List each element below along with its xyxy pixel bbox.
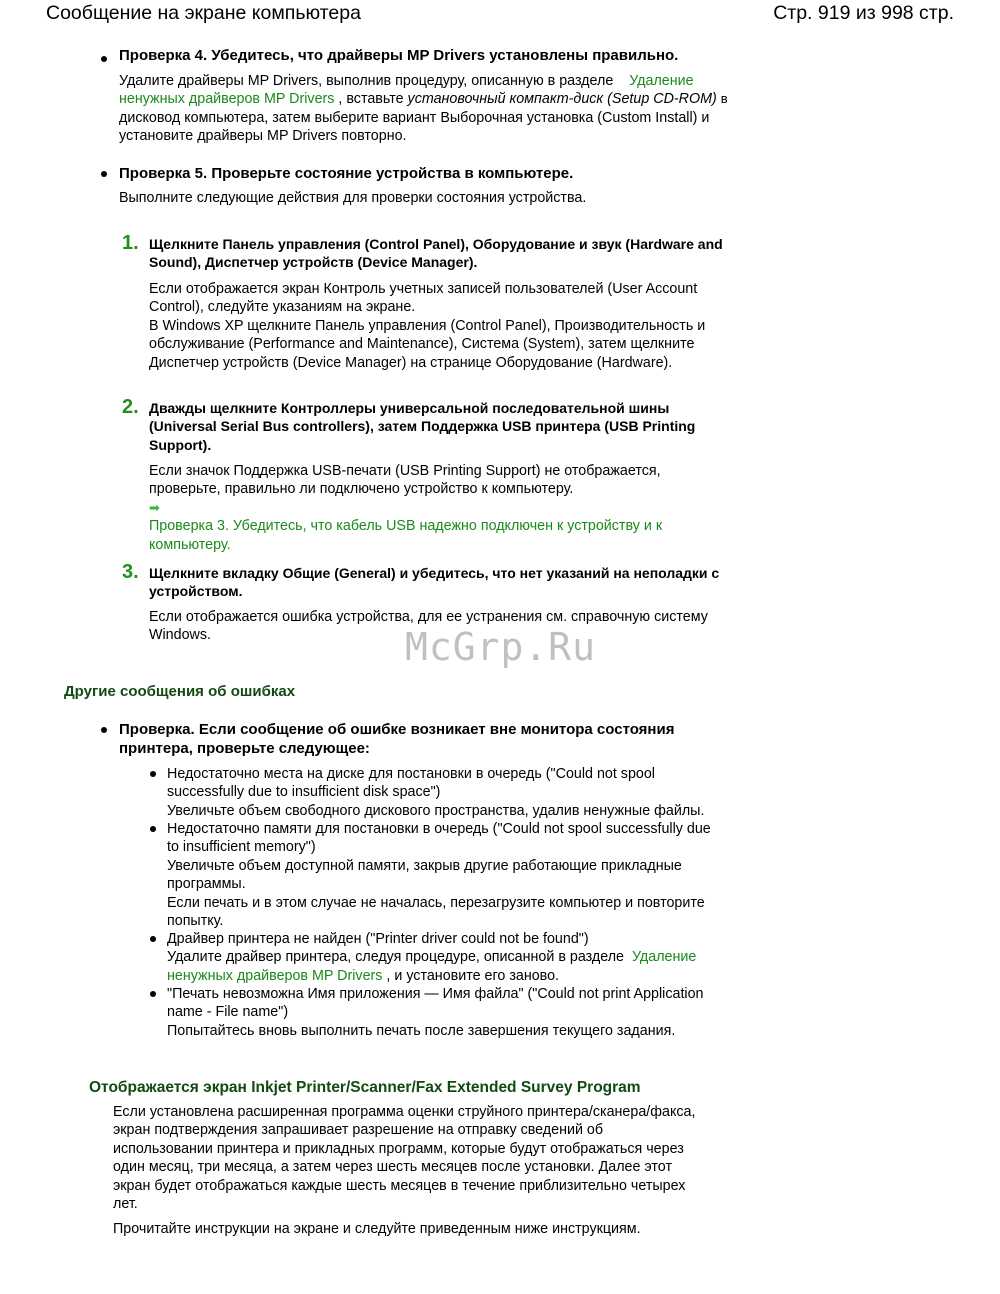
survey-text: Если установлена расширенная программа оценки струйного принтера/сканера/факса, экран подтверждения запрашивает разрешение на отправку сведений об использовании принтера и прикладных программ, которые будут отображаться через один месяц, три месяца, а затем через шесть месяцев после установки. Далее этот экран будет отображаться каждые шесть месяцев в течение приблизительно четырех лет. (113, 1104, 696, 1213)
bullet-icon (101, 727, 107, 733)
check3-link[interactable]: ➡ Проверка 3. Убедитесь, что кабель USB надежно подключен к устройству и к (149, 499, 663, 535)
error-item: "Печать невозможна Имя приложения — Имя файла" ("Could not print Application name - File name") Попытайтесь вновь выполнить печать после завершения текущего задания. (167, 986, 704, 1039)
step1-text: Если отображается экран Контроль учетных записей пользователей (User Account Control), следуйте указаниям на экране. В Windows XP щелкните Панель управления (Control Panel), Производительность и обслуживание (Performance and Maintenance), Система (System), затем щелкните Диспетчер устройств (Device Manager) на странице Оборудование (Hardware). (149, 281, 706, 371)
document-title: Сообщение на экране компьютера (46, 2, 361, 24)
error-item: Драйвер принтера не найден ("Printer driver could not be found") Удалите драйвер принтера, следуя процедуре, описанной в разделе Удаление ненужных драйверов MP Drivers , и установите его заново. (167, 931, 697, 984)
watermark: McGrp.Ru (405, 625, 597, 669)
other-check-title: Проверка. Если сообщение об ошибке возникает вне монитора состояния принтера, проверьте следующее: (119, 721, 675, 757)
check5-intro: Выполните следующие действия для проверки состояния устройства. (119, 190, 587, 206)
remove-drivers-link-cont[interactable]: ненужных драйверов MP Drivers (167, 967, 383, 984)
error-item: Недостаточно места на диске для постановки в очередь ("Could not spool successfully due to insufficient disk space") Увеличьте объем свободного дискового пространства, удалив ненужные файлы. (167, 766, 705, 819)
check4-text: Удалите драйверы MP Drivers, выполнив процедуру, описанную в разделе Удаление ненужных драйверов MP Drivers , вставьте установочный компакт-диск (Setup CD-ROM) в дисковод компьютера, затем выберите вариант Выборочная установка (Custom Install) и установите драйверы MP Drivers повторно. (119, 73, 728, 145)
step-number: 2. (122, 396, 139, 418)
step2-title: Дважды щелкните Контроллеры универсальной последовательной шины (Universal Serial Bus controllers), затем Поддержка USB принтера (USB Printing Support). (149, 400, 696, 453)
survey-instruction: Прочитайте инструкции на экране и следуйте приведенным ниже инструкциям. (113, 1221, 641, 1237)
step3-title: Щелкните вкладку Общие (General) и убедитесь, что нет указаний на неполадки с устройством. (149, 565, 720, 600)
sub-bullet-icon (150, 826, 156, 832)
sub-bullet-icon (150, 936, 156, 942)
step2-text: Если значок Поддержка USB-печати (USB Printing Support) не отображается, проверьте, правильно ли подключено устройство к компьютеру. ➡ Проверка 3. Убедитесь, что кабель USB надежно подключен к устройству и к компьютеру. (149, 463, 663, 553)
remove-drivers-link[interactable]: Удаление (631, 949, 697, 966)
bullet-icon (101, 171, 107, 177)
check4-title: Проверка 4. Убедитесь, что драйверы MP Drivers установлены правильно. (119, 47, 679, 64)
page-counter: Стр. 919 из 998 стр. (773, 2, 954, 24)
step-number: 3. (122, 561, 139, 583)
remove-drivers-link-cont[interactable]: ненужных драйверов MP Drivers (119, 91, 335, 108)
step-number: 1. (122, 232, 139, 254)
remove-drivers-link[interactable]: Удаление (629, 73, 694, 89)
bullet-icon (101, 56, 107, 62)
sub-bullet-icon (150, 991, 156, 997)
error-item: Недостаточно памяти для постановки в очередь ("Could not spool successfully due to insufficient memory") Увеличьте объем доступной памяти, закрыв другие работающие прикладные программы. Если печать и в этом случае не началась, перезагрузите компьютер и повторите попытку. (167, 821, 711, 930)
check5-title: Проверка 5. Проверьте состояние устройства в компьютере. (119, 165, 574, 182)
survey-heading: Отображается экран Inkjet Printer/Scanner/Fax Extended Survey Program (89, 1079, 641, 1096)
sub-bullet-icon (150, 771, 156, 777)
other-errors-heading: Другие сообщения об ошибках (64, 683, 296, 700)
step1-title: Щелкните Панель управления (Control Panel), Оборудование и звук (Hardware and Sound), Диспетчер устройств (Device Manager). (149, 236, 723, 271)
check3-link-cont[interactable]: компьютеру. (149, 536, 231, 553)
page-header (0, 0, 1000, 30)
arrow-right-icon: ➡ (149, 499, 160, 515)
step3-text: Если отображается ошибка устройства, для ее устранения см. справочную систему Windows. (149, 609, 708, 644)
